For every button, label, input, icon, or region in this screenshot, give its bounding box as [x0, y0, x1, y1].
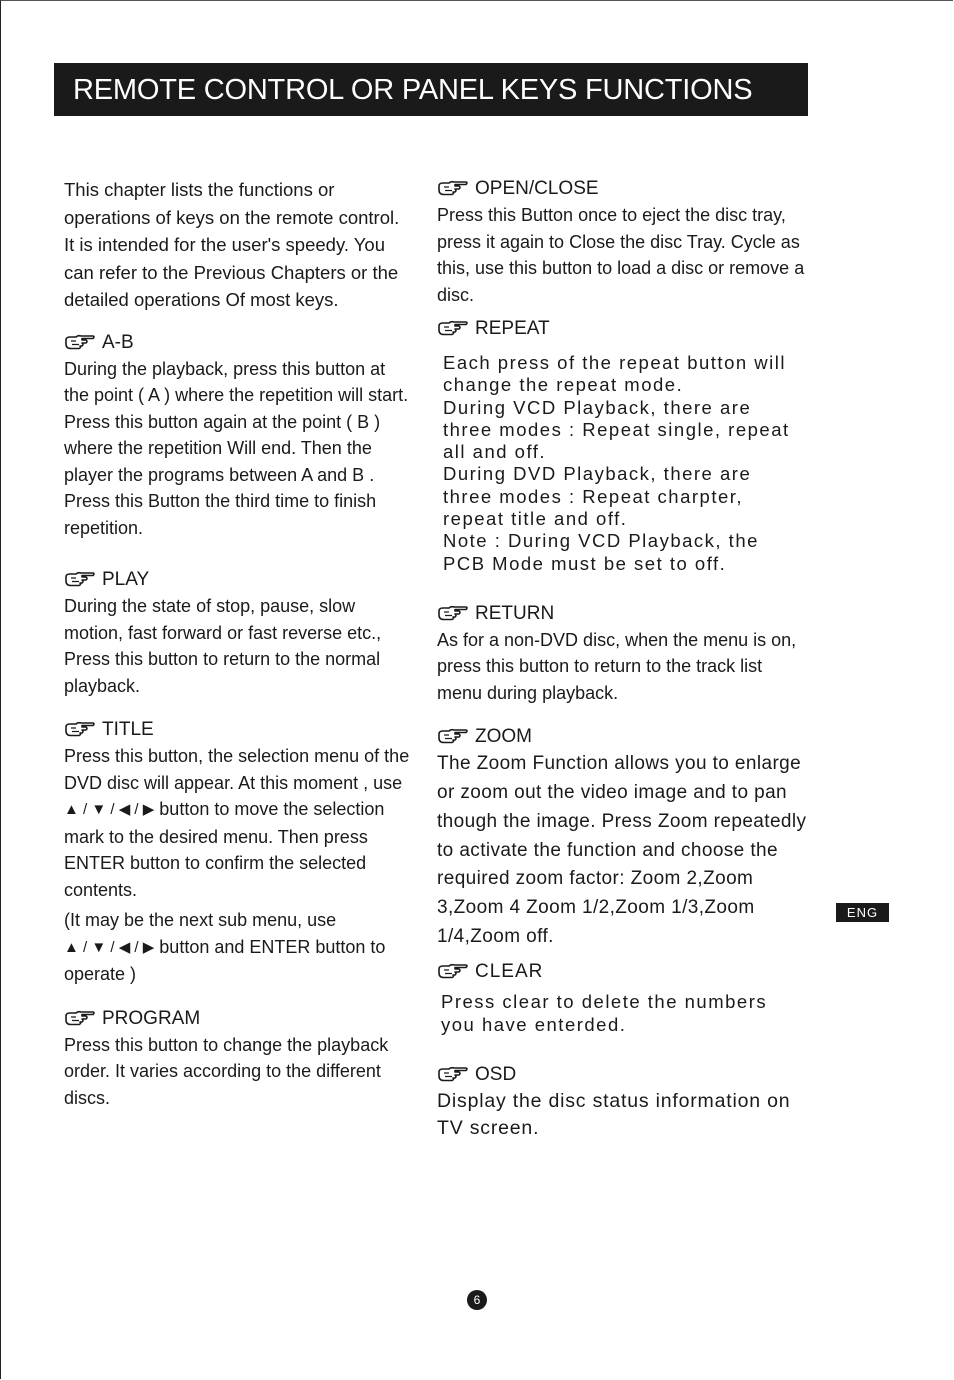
pointing-hand-icon: [64, 571, 96, 589]
section-text: During the state of stop, pause, slow motion, fast forward or fast reverse etc., Press this button to return to the normal playback.: [64, 596, 382, 696]
heading-label: TITLE: [102, 719, 154, 740]
pointing-hand-icon: [437, 320, 469, 338]
section-heading: [437, 316, 807, 342]
heading-label: OSD: [475, 1063, 517, 1085]
page-title: REMOTE CONTROL OR PANEL KEYS FUNCTIONS: [54, 63, 808, 116]
section-heading: [437, 176, 807, 202]
section-title: [64, 717, 414, 988]
section-return: [437, 601, 807, 707]
heading-label: OPEN/CLOSE: [475, 178, 599, 199]
heading-label: PROGRAM: [102, 1007, 201, 1029]
repeat-text-3: During DVD Playback, there are three modes : Repeat charpter, repeat title and off.: [443, 463, 752, 530]
heading-label: ZOOM: [475, 726, 532, 748]
section-text-note: [64, 907, 414, 988]
title-text-part-3: (It may be the next sub menu, use: [64, 910, 337, 930]
section-heading: [437, 724, 807, 750]
page-number: 6: [467, 1290, 487, 1310]
section-text: As for a non-DVD disc, when the menu is on, press this button to return to the track list menu during playback.: [437, 629, 797, 703]
right-column: [437, 176, 807, 1143]
section-text: Display the disc status information on TV screen.: [437, 1089, 791, 1140]
pointing-hand-icon: [64, 1010, 96, 1028]
section-osd: [437, 1062, 807, 1143]
section-text: Press this Button once to eject the disc tray, press it again to Close the disc Tray. Cycle as this, use this button to load a disc or remove a disc.: [437, 205, 805, 305]
title-text-part-1: Press this button, the selection menu of the DVD disc will appear. At this moment , use: [64, 746, 410, 793]
heading-label: REPEAT: [475, 318, 550, 339]
heading-label: RETURN: [475, 602, 555, 624]
pointing-hand-icon: [437, 180, 469, 198]
section-text: [64, 743, 414, 903]
repeat-text-1: Each press of the repeat button will change the repeat mode.: [443, 352, 786, 396]
section-heading: [437, 959, 807, 985]
left-column: [64, 176, 414, 1111]
section-text: Press this button to change the playback order. It varies according to the different discs.: [64, 1034, 389, 1108]
title-text-part-2: button to move the selection mark to the desired menu. Then press ENTER button to confirm the selected contents.: [64, 799, 385, 900]
title-text-part-4: button and ENTER button to operate ): [64, 936, 386, 984]
section-heading: [64, 1006, 414, 1032]
section-open-close: [437, 176, 807, 308]
section-text: Press clear to delete the numbers you have enterded.: [441, 991, 768, 1035]
section-heading: [437, 1062, 807, 1088]
heading-label: A-B: [102, 331, 134, 353]
heading-label: CLEAR: [475, 961, 544, 983]
arrow-keys-icon: ▲ / ▼ / ◀ / ▶: [64, 801, 155, 818]
language-tag: ENG: [836, 903, 889, 922]
heading-label: PLAY: [102, 569, 150, 590]
pointing-hand-icon: [437, 963, 469, 981]
section-heading: [64, 567, 414, 593]
section-heading: [64, 717, 414, 743]
pointing-hand-icon: [64, 721, 96, 739]
section-repeat: [437, 316, 807, 575]
section-play: [64, 567, 414, 699]
section-ab: [64, 330, 414, 542]
section-clear: [437, 959, 807, 1036]
intro-paragraph: This chapter lists the functions or operations of keys on the remote control. It is intended for the user's speedy. You can refer to the Previous Chapters or the detailed operations Of most keys.: [64, 179, 400, 310]
arrow-keys-icon: ▲ / ▼ / ◀ / ▶: [64, 938, 155, 956]
section-program: [64, 1006, 414, 1112]
pointing-hand-icon: [437, 1066, 469, 1084]
section-heading: [437, 601, 807, 627]
section-zoom: [437, 724, 807, 951]
section-heading: [64, 330, 414, 356]
repeat-text-2: During VCD Playback, there are three modes : Repeat single, repeat all and off.: [443, 396, 790, 463]
repeat-text-4: Note : During VCD Playback, the PCB Mode must be set to off.: [443, 530, 759, 574]
section-text: During the playback, press this button at the point ( A ) where the repetition will start. Press this button again at the point ( B ) where the repetition Will end. Then the player the programs between A and B . Press this Button the third time to finish repetition.: [64, 358, 409, 538]
section-text: The Zoom Function allows you to enlarge or zoom out the video image and to pan though the image. Press Zoom repeatedly to activate the function and choose the required zoom factor: Zoom 2,Zoom 3,Zoom 4 Zoom 1/2,Zoom 1/3,Zoom 1/4,Zoom off.: [437, 753, 807, 947]
pointing-hand-icon: [437, 605, 469, 623]
pointing-hand-icon: [64, 334, 96, 352]
pointing-hand-icon: [437, 728, 469, 746]
